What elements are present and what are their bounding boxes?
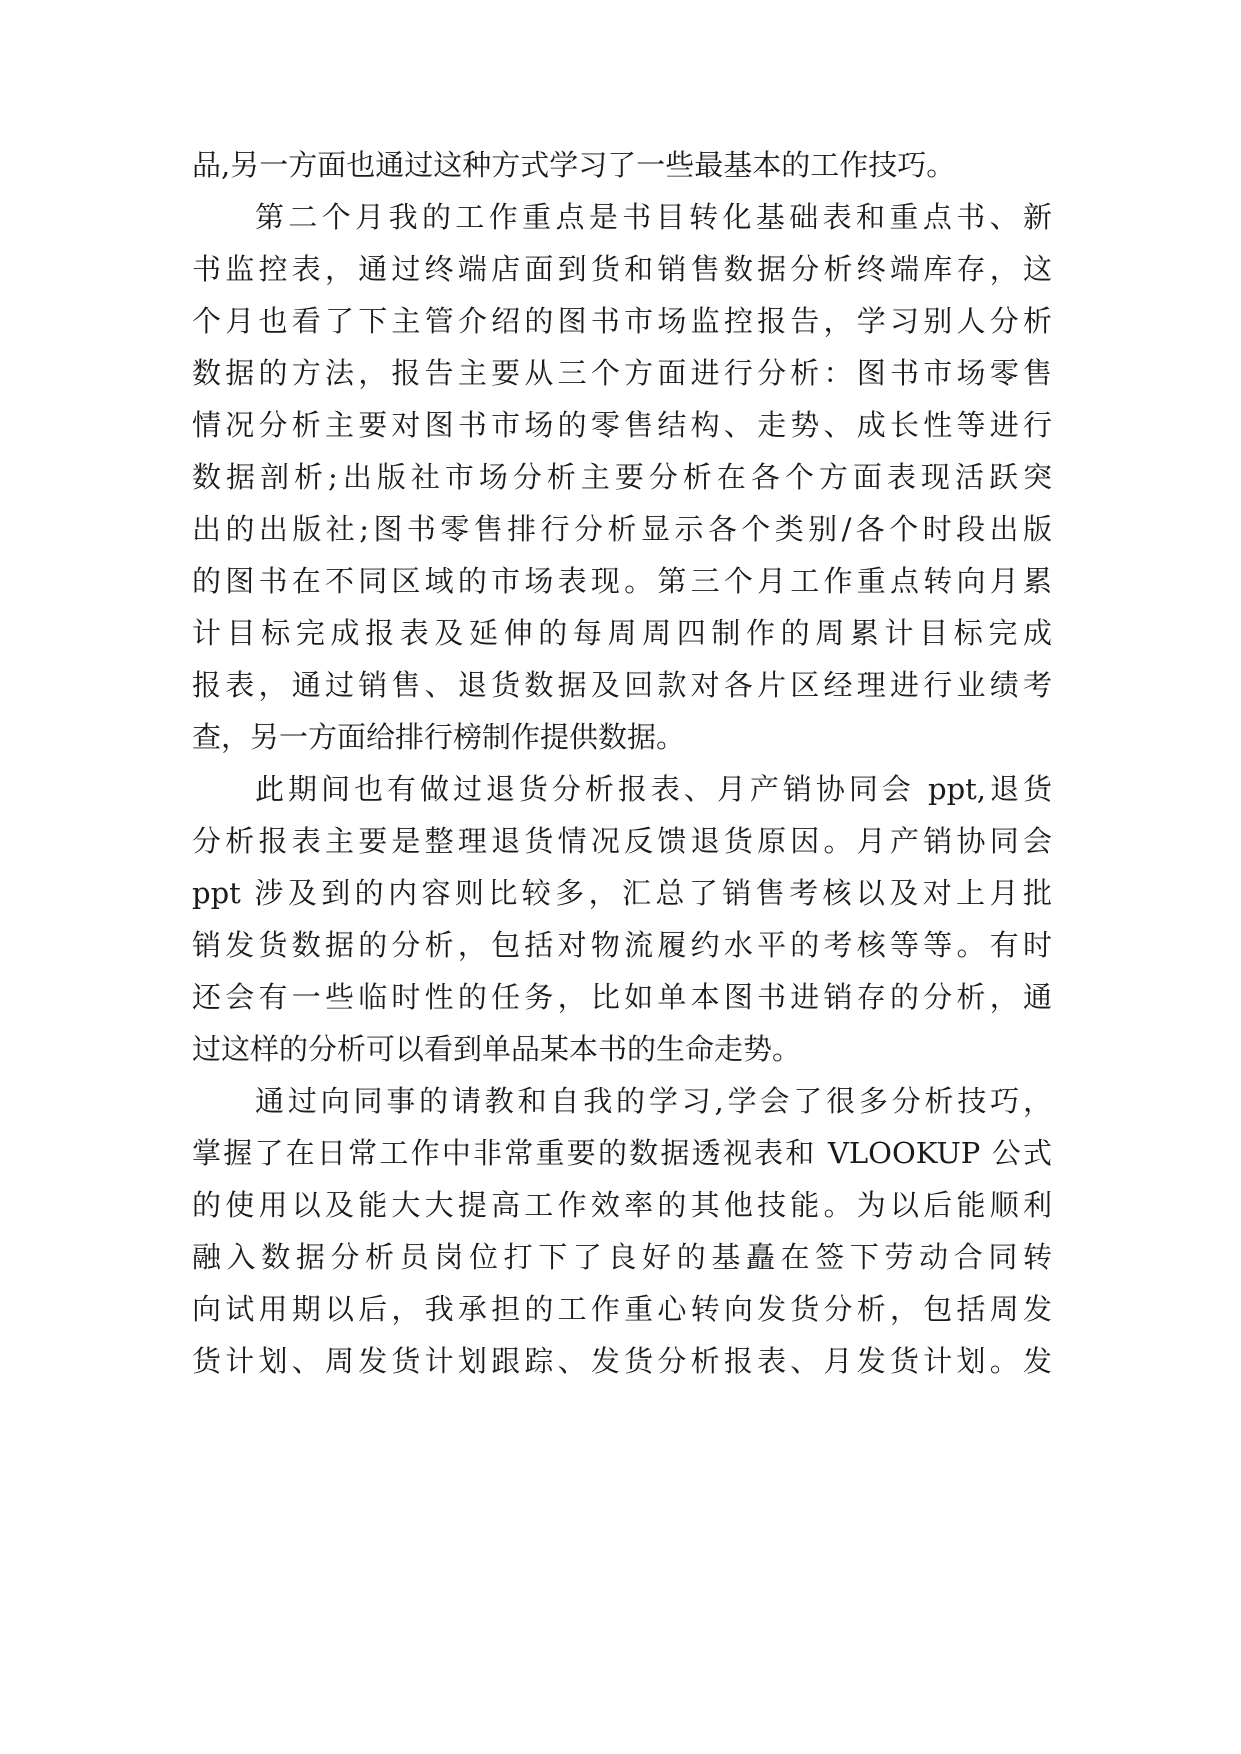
text-line-3: 书监控表，通过终端店面到货和销售数据分析终端库存，这 xyxy=(192,252,1052,286)
text-line-17: 还会有一些临时性的任务，比如单本图书进销存的分析，通 xyxy=(192,980,1052,1014)
text-line-12: 查，另一方面给排行榜制作提供数据。 xyxy=(192,720,686,754)
text-line-21: 的使用以及能大大提高工作效率的其他技能。为以后能顺利 xyxy=(192,1188,1052,1222)
text-line-13: 此期间也有做过退货分析报表、月产销协同会 ppt,退货 xyxy=(255,772,1052,806)
text-line-10: 计目标完成报表及延伸的每周周四制作的周累计目标完成 xyxy=(192,616,1052,650)
text-line-6: 情况分析主要对图书市场的零售结构、走势、成长性等进行 xyxy=(192,408,1052,442)
text-line-11: 报表，通过销售、退货数据及回款对各片区经理进行业绩考 xyxy=(192,668,1052,702)
text-line-23: 向试用期以后，我承担的工作重心转向发货分析，包括周发 xyxy=(192,1292,1052,1326)
text-line-16: 销发货数据的分析，包括对物流履约水平的考核等等。有时 xyxy=(192,928,1052,962)
text-line-9: 的图书在不同区域的市场表现。第三个月工作重点转向月累 xyxy=(192,564,1052,598)
text-line-22: 融入数据分析员岗位打下了良好的基矗在签下劳动合同转 xyxy=(192,1240,1052,1274)
text-line-20: 掌握了在日常工作中非常重要的数据透视表和 VLOOKUP 公式 xyxy=(192,1136,1052,1170)
text-line-7: 数据剖析;出版社市场分析主要分析在各个方面表现活跃突 xyxy=(192,460,1052,494)
text-line-24: 货计划、周发货计划跟踪、发货分析报表、月发货计划。发 xyxy=(192,1344,1052,1378)
text-line-8: 出的出版社;图书零售排行分析显示各个类别/各个时段出版 xyxy=(192,512,1052,546)
text-line-19: 通过向同事的请教和自我的学习,学会了很多分析技巧， xyxy=(255,1084,1052,1118)
text-line-5: 数据的方法，报告主要从三个方面进行分析：图书市场零售 xyxy=(192,356,1052,390)
text-line-14: 分析报表主要是整理退货情况反馈退货原因。月产销协同会 xyxy=(192,824,1052,858)
text-line-15: ppt 涉及到的内容则比较多，汇总了销售考核以及对上月批 xyxy=(192,876,1052,910)
text-line-1: 品,另一方面也通过这种方式学习了一些最基本的工作技巧。 xyxy=(192,148,956,182)
text-line-4: 个月也看了下主管介绍的图书市场监控报告，学习别人分析 xyxy=(192,304,1052,338)
text-line-2: 第二个月我的工作重点是书目转化基础表和重点书、新 xyxy=(255,200,1052,234)
text-line-18: 过这样的分析可以看到单品某本书的生命走势。 xyxy=(192,1032,802,1066)
